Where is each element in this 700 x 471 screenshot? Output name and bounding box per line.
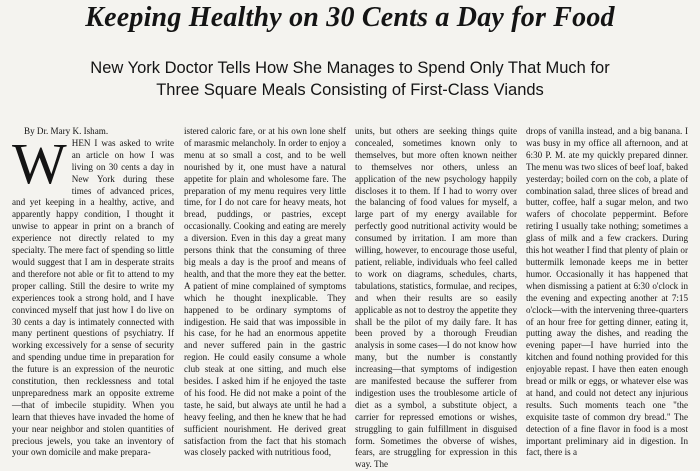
article-deck: New York Doctor Tells How She Manages to Spend Only That Much for Three Square Meals Consisting of First-Class Viands <box>90 59 610 99</box>
byline: By Dr. Mary K. Isham. <box>24 126 109 136</box>
drop-cap: W <box>12 130 67 196</box>
column-4-text: drops of vanilla instead, and a big banana. I was busy in my office all afternoon, and at 6:30 P. M. ate my quickly prepared dinner. The menu was two slices of beef loaf, baked yesterday; boiled corn on the cob, a plate of combination salad, three slices of bread and butter, coffee, half a sugar melon, and two wafers of chocolate peppermint. Before retiring I usually take nothing; sometimes a glass of milk and a few crackers. During this hot weather I find that plenty of plain or buttermilk lemonade keeps me in better humor. Occasionally it has happened that when dismissing a patient at 6:30 o'clock in the evening and expecting another at 7:15 o'clock—with the intervening three-quarters of an hour free for getting dinner, eating it, putting away the dishes, and reading the evening paper—I have hurried into the kitchen and found nothing provided for this enjoyable repast. I have then eaten enough bread or milk or eggs, or whatever else was at hand, and could not detect any injurious results. Such moments teach one "the exquisite taste of common dry bread." The detection of a fine flavor in food is a most important preliminary aid in digestion. In fact, there is a <box>526 126 688 458</box>
article-headline: Keeping Healthy on 30 Cents a Day for Food <box>85 2 615 33</box>
column-1-body: HEN I was asked to write an article on how I was living on 30 cents a day in New York during these times of advanced prices, and yet keeping in a healthy, active, and apparently happy condition, I thought it unwise to appear in print on a branch of experience not directly related to my specialty. The mere fact of spending so little would suggest that I am in desperate straits and therefore not able or fit to attend to my proper calling. Still the desire to write my experiences took a strong hold, and I have convinced myself that just how I do live on 30 cents a day is intimately connected with many pertinent questions of psychiatry. If working excessively for a sense of security and spending undue time in preparation for the future is an expression of the neurotic constitution, then recklessness and total unpreparedness mark an opposite extreme—that of imbecile stupidity. When you learn that thieves have invaded the home of your near neighbor and stolen quantities of precious jewels, you take an inventory of your own domicile and make prepara- <box>12 137 174 458</box>
column-3-text: units, but others are seeking things quite concealed, sometimes known only to themselves, but more often known neither to themselves nor others, unless an application of the new psychology happily discloses it to them. If I had to worry over the balancing of food values for myself, a large part of my energy available for perfectly good nutritional activity would be consumed by irritation. I am more than willing, however, to encourage those useful, patient, reliable, individuals who feel called to work on diagrams, schedules, charts, tabulations, statistics, formulae, and recipes, and when their results are so easily applicable as not to destroy the appetite they shall be the pilot of my daily fare. It has been proved by a thorough Freudian analysis in some cases—I do not know how many, but the number is constantly increasing—that symptoms of indigestion are manifested because the sufferer from indigestion uses the troublesome article of diet as a symbol, a substitute object, a carrier for repressed emotions or wishes, struggling to gain fulfillment in disguised form. Sometimes the obverse of wishes, fears, are struggling for expression in this way. The <box>355 126 517 470</box>
article-column-2 <box>184 126 346 459</box>
article-column-3 <box>355 126 517 471</box>
article-column-4 <box>526 126 688 459</box>
column-2-text: istered caloric fare, or at his own lone shelf of marasmic melancholy. In order to enjoy a menu at so small a cost, and to be well nourished by it, one must have a natural appetite for plain and wholesome fare. The preparation of my menu requires very little time, for I do not care for heavy meats, hot bread, puddings, or pastries, except occasionally. Cooking and eating are merely a diversion. Even in this day a great many persons think that the consuming of three big meals a day is the proof and means of health, and that the more they eat the better. A patient of mine complained of symptoms which he thought inexplicable. They happened to be ordinary symptoms of indigestion. He said that was impossible in his case, for he had an enormous appetite and never suffered pain in the gastric region. He could easily consume a whole club steak at one sitting, and much else besides. I asked him if he enjoyed the taste of his food. He did not make a point of the taste, he said, but always ate until he had a heavy feeling, and then he knew that he had sufficient nourishment. He derived great satisfaction from the fact that his stomach was closely packed with nutritious food, <box>184 126 346 458</box>
article-column-1 <box>12 126 174 459</box>
